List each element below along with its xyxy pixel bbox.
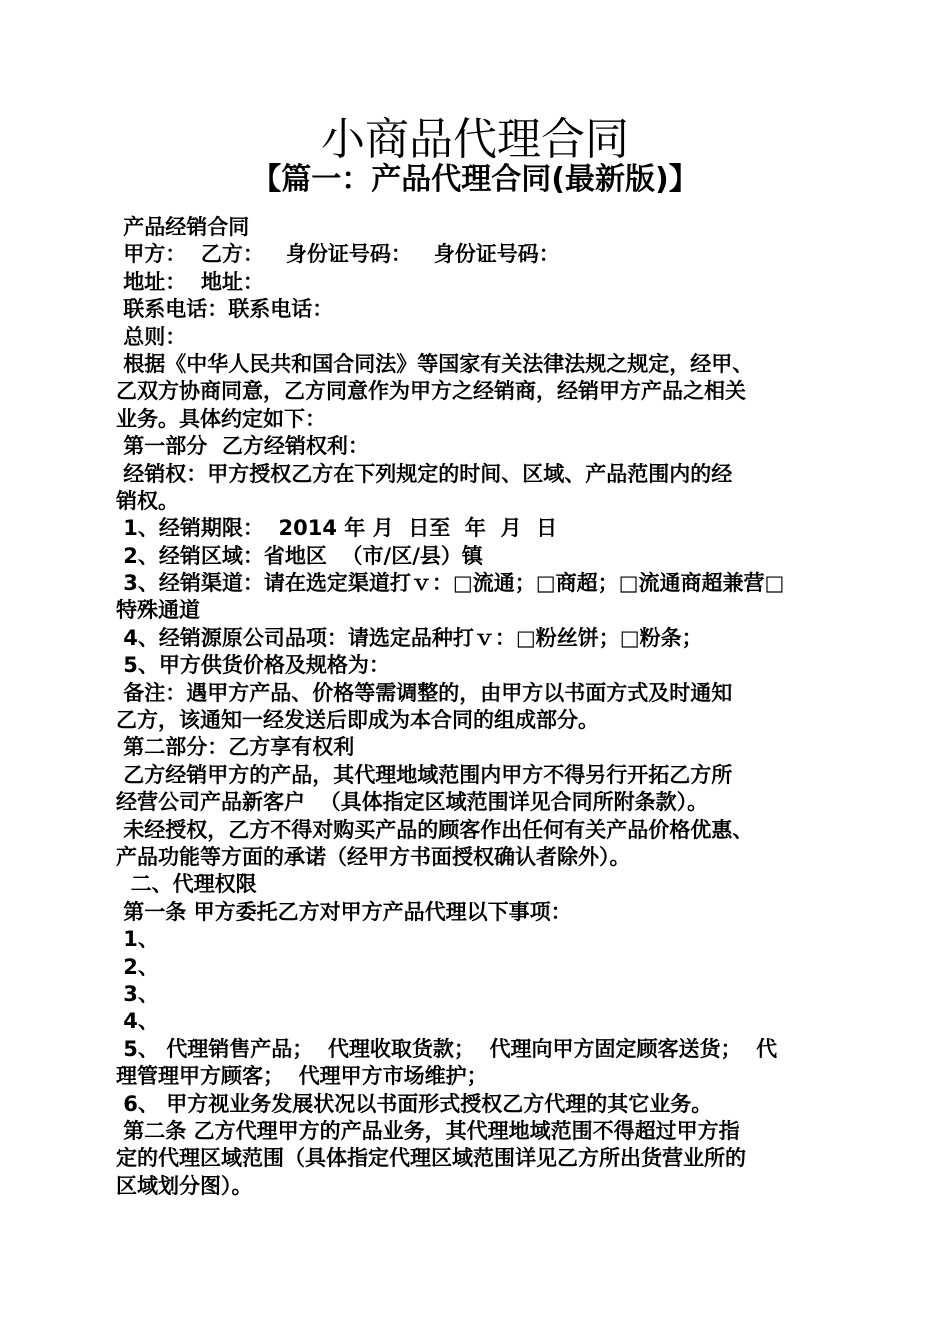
body-line: 4、经销源原公司品项：请选定品种打ｖ：□粉丝饼；□粉条； [116, 625, 703, 650]
body-line: 1、 [116, 927, 159, 952]
body-line: 3、 [116, 981, 159, 1006]
body-line: 定的代理区域范围（具体指定代理区域范围详见乙方所出货营业所的 [116, 1146, 746, 1171]
body-line: 5、甲方供货价格及规格为： [116, 653, 390, 678]
body-line: 经营公司产品新客户 （具体指定区域范围详见合同所附条款）。 [116, 790, 709, 815]
body-line: 6、 甲方视业务发展状况以书面形式授权乙方代理的其它业务。 [116, 1091, 713, 1116]
body-line: 区域划分图）。 [116, 1173, 253, 1198]
body-line: 销权。 [116, 488, 179, 513]
body-line: 第二条 乙方代理甲方的产品业务，其代理地域范围不得超过甲方指 [116, 1118, 740, 1143]
body-line: 1、经销期限： 2014 年 月 日至 年 月 日 [116, 516, 558, 541]
body-line: 特殊通道 [116, 598, 200, 623]
body-line: 甲方： 乙方： 身份证号码： 身份证号码： [116, 242, 560, 267]
body-line: 乙方经销甲方的产品，其代理地域范围内甲方不得另行开拓乙方所 [116, 762, 733, 787]
body-line: 产品经销合同 [116, 215, 250, 239]
body-line: 2、经销区域：省地区 （市/区/县）镇 [116, 543, 483, 568]
body-line: 业务。具体约定如下： [116, 406, 326, 431]
body-line: 第一部分 乙方经销权利： [116, 434, 369, 459]
body-line: 2、 [116, 954, 159, 979]
body-line: 未经授权，乙方不得对购买产品的顾客作出任何有关产品价格优惠、 [116, 817, 754, 842]
body-line: 4、 [116, 1009, 159, 1034]
body-line: 地址： 地址： [116, 269, 264, 294]
body-line: 联系电话：联系电话： [116, 297, 334, 322]
body-line: 备注：遇甲方产品、价格等需调整的，由甲方以书面方式及时通知 [116, 680, 733, 705]
body-line: 总则： [116, 324, 187, 349]
body-line: 产品功能等方面的承诺（经甲方书面授权确认者除外）。 [116, 844, 631, 869]
body-line: 第一条 甲方委托乙方对甲方产品代理以下事项： [116, 899, 572, 924]
body-line: 乙方，该通知一经发送后即成为本合同的组成部分。 [116, 708, 599, 733]
body-line: 5、 代理销售产品； 代理收取货款； 代理向甲方固定顾客送货； 代 [116, 1036, 778, 1061]
body-line: 乙双方协商同意，乙方同意作为甲方之经销商，经销甲方产品之相关 [116, 379, 746, 404]
body-line: 第二部分：乙方享有权利 [116, 735, 355, 760]
document-title: 小商品代理合同 [321, 114, 629, 165]
body-line: 根据《中华人民共和国合同法》等国家有关法律法规之规定，经甲、 [116, 351, 754, 376]
body-line: 3、经销渠道：请在选定渠道打ｖ：□流通；□商超；□流通商超兼营□ [116, 571, 785, 596]
body-line: 理管理甲方顾客； 代理甲方市场维护； [116, 1064, 488, 1089]
document-subtitle: 【篇一：产品代理合同(最新版)】 [251, 162, 699, 197]
body-line: 二、代理权限 [116, 872, 257, 897]
body-line: 经销权：甲方授权乙方在下列规定的时间、区域、产品范围内的经 [116, 461, 733, 486]
document-body [116, 214, 838, 1200]
